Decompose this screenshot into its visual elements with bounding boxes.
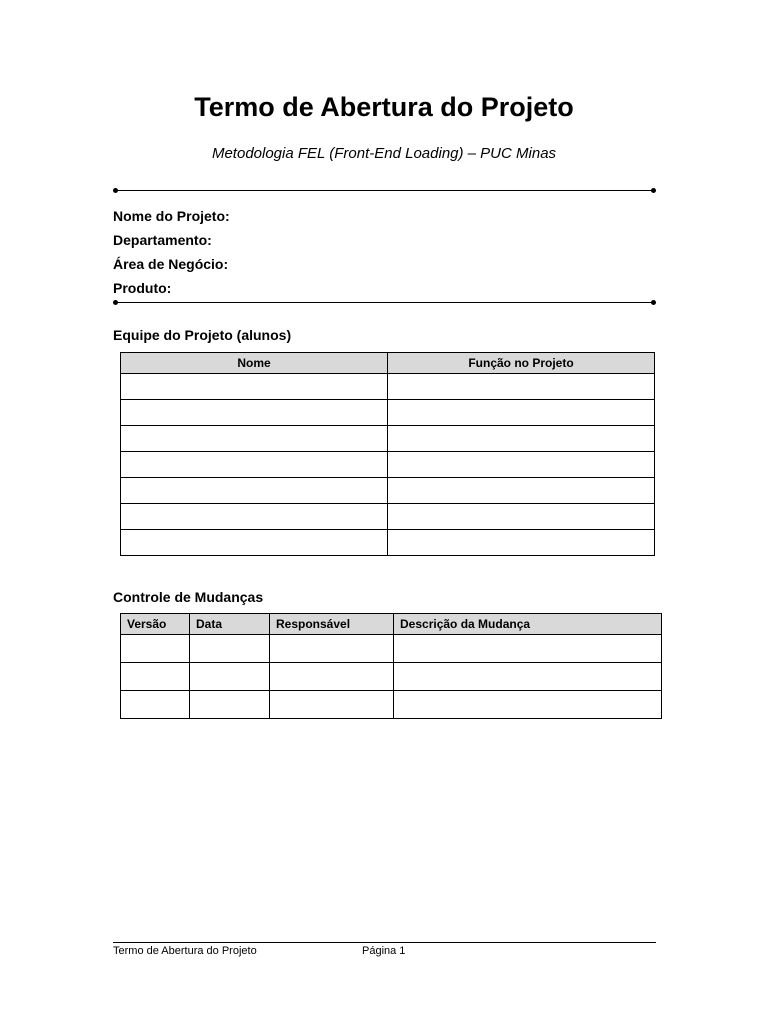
- table-row: [121, 504, 655, 530]
- table-cell[interactable]: [190, 635, 270, 663]
- team-header-row: [121, 353, 655, 374]
- changes-col-version: Versão: [121, 614, 190, 635]
- table-cell[interactable]: [121, 426, 388, 452]
- table-cell[interactable]: [270, 691, 394, 719]
- table-cell[interactable]: [190, 663, 270, 691]
- table-row: [121, 426, 655, 452]
- table-cell[interactable]: [388, 452, 655, 478]
- changes-heading: Controle de Mudanças: [113, 589, 264, 605]
- table-cell[interactable]: [394, 663, 662, 691]
- table-cell[interactable]: [388, 374, 655, 400]
- field-product: Produto:: [113, 280, 172, 296]
- table-cell[interactable]: [388, 530, 655, 556]
- footer-divider: [113, 942, 656, 943]
- table-cell[interactable]: [388, 426, 655, 452]
- field-department: Departamento:: [113, 232, 212, 248]
- table-cell[interactable]: [388, 504, 655, 530]
- table-cell[interactable]: [121, 478, 388, 504]
- table-cell[interactable]: [121, 400, 388, 426]
- footer-doc-title: Termo de Abertura do Projeto: [113, 945, 257, 957]
- divider-bottom: [116, 302, 653, 303]
- table-cell[interactable]: [388, 400, 655, 426]
- table-cell[interactable]: [121, 504, 388, 530]
- table-row: [121, 374, 655, 400]
- team-col-name: Nome: [121, 353, 388, 374]
- team-heading: Equipe do Projeto (alunos): [113, 327, 292, 343]
- table-cell[interactable]: [121, 452, 388, 478]
- table-cell[interactable]: [121, 374, 388, 400]
- changes-col-description: Descrição da Mudança: [394, 614, 662, 635]
- changes-col-date: Data: [190, 614, 270, 635]
- table-row: [121, 635, 662, 663]
- footer-page-number: Página 1: [362, 945, 406, 957]
- team-table: [120, 352, 655, 556]
- table-row: [121, 530, 655, 556]
- table-row: [121, 452, 655, 478]
- table-cell[interactable]: [388, 478, 655, 504]
- table-row: [121, 400, 655, 426]
- table-row: [121, 663, 662, 691]
- table-cell[interactable]: [121, 530, 388, 556]
- table-cell[interactable]: [394, 635, 662, 663]
- field-project-name: Nome do Projeto:: [113, 208, 230, 224]
- changes-header-row: [121, 614, 662, 635]
- table-row: [121, 478, 655, 504]
- table-cell[interactable]: [121, 663, 190, 691]
- divider-top: [116, 190, 653, 191]
- table-cell[interactable]: [121, 635, 190, 663]
- table-cell[interactable]: [394, 691, 662, 719]
- table-cell[interactable]: [270, 635, 394, 663]
- changes-table: [120, 613, 662, 719]
- table-cell[interactable]: [190, 691, 270, 719]
- page-subtitle: Metodologia FEL (Front-End Loading) – PUC Minas: [211, 145, 557, 162]
- team-col-role: Função no Projeto: [388, 353, 655, 374]
- page-title: Termo de Abertura do Projeto: [194, 92, 574, 122]
- table-row: [121, 691, 662, 719]
- table-cell[interactable]: [121, 691, 190, 719]
- table-cell[interactable]: [270, 663, 394, 691]
- changes-col-responsible: Responsável: [270, 614, 394, 635]
- field-business-area: Área de Negócio:: [113, 256, 229, 272]
